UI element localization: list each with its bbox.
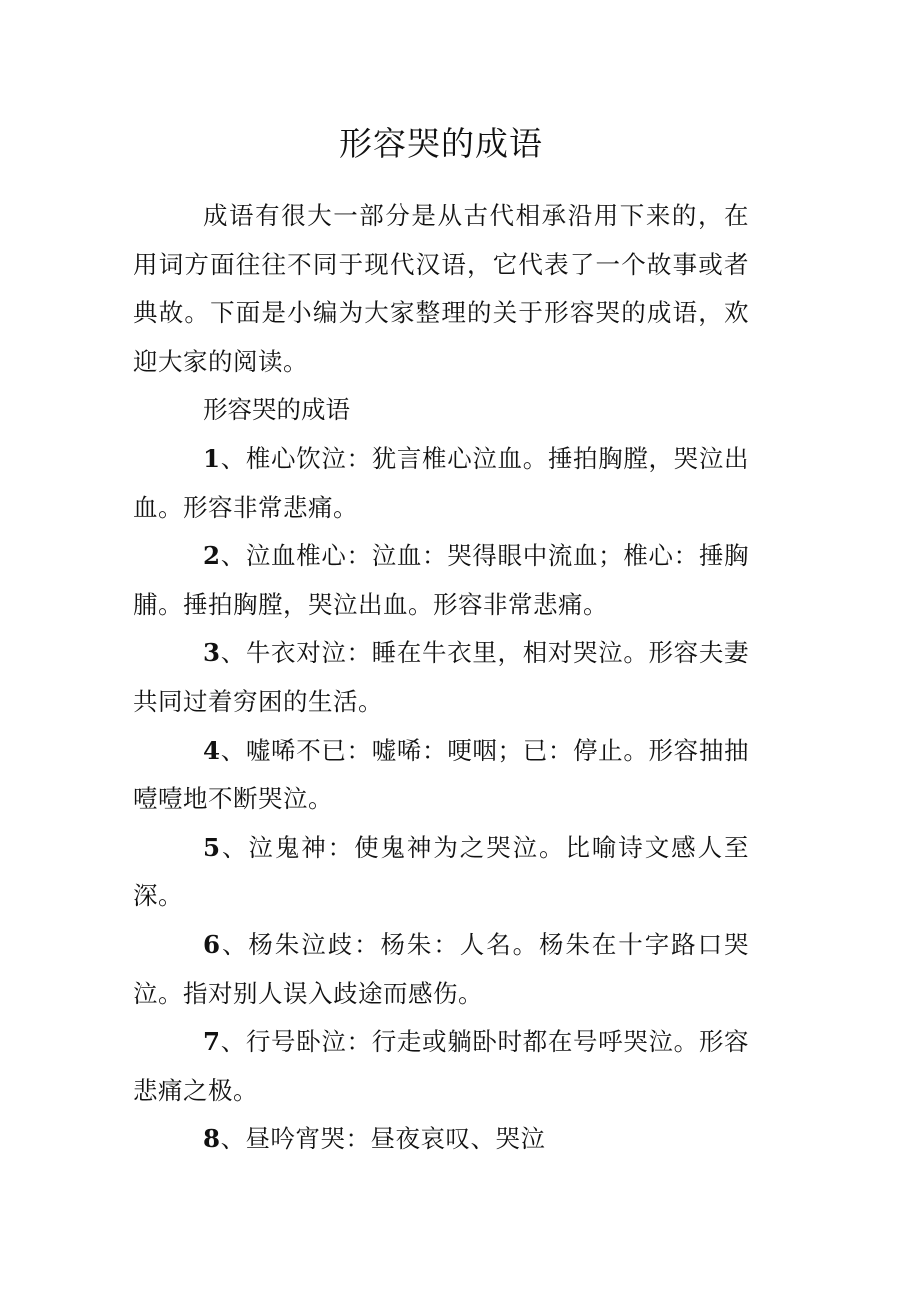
item-text: 、牛衣对泣：睡在牛衣里，相对哭泣。形容夫妻共同过着穷困的生活。 [133, 638, 749, 716]
document-page [133, 118, 749, 1164]
item-text: 、泣鬼神：使鬼神为之哭泣。比喻诗文感人至深。 [133, 832, 749, 911]
intro-paragraph: 成语有很大一部分是从古代相承沿用下来的，在用词方面往往不同于现代汉语，它代表了一个故事或者典故。下面是小编为大家整理的关于形容哭的成语，欢迎大家的阅读。 [133, 201, 749, 376]
section-subheading: 形容哭的成语 [203, 395, 350, 425]
item-text: 、杨朱泣歧：杨朱：人名。杨朱在十字路口哭泣。指对别人误入歧途而感伤。 [133, 929, 749, 1008]
item-text: 、昼吟宵哭：昼夜哀叹、哭泣 [220, 1124, 546, 1154]
item-number: 2 [203, 541, 221, 571]
item-number: 7 [203, 1027, 221, 1057]
item-number: 5 [203, 832, 221, 862]
item-number: 3 [203, 638, 221, 668]
idiom-item-3 [133, 629, 749, 726]
idiom-item-2 [133, 532, 749, 629]
idiom-item-6 [133, 921, 749, 1018]
item-text: 、椎心饮泣：犹言椎心泣血。捶拍胸膛，哭泣出血。形容非常悲痛。 [133, 443, 749, 522]
idiom-item-8 [133, 1115, 749, 1164]
idiom-item-4 [133, 727, 749, 824]
idiom-item-1 [133, 435, 749, 532]
item-number: 8 [203, 1124, 221, 1154]
item-text: 、泣血椎心：泣血：哭得眼中流血；椎心：捶胸脯。捶拍胸膛，哭泣出血。形容非常悲痛。 [133, 541, 749, 619]
item-number: 1 [203, 443, 221, 473]
item-number: 6 [203, 929, 221, 959]
item-text: 、嘘唏不已：嘘唏：哽咽；已：停止。形容抽抽噎噎地不断哭泣。 [133, 735, 749, 814]
idiom-item-7 [133, 1018, 749, 1115]
document-title: 形容哭的成语 [339, 124, 543, 163]
item-text: 、行号卧泣：行走或躺卧时都在号呼哭泣。形容悲痛之极。 [133, 1027, 749, 1105]
idiom-item-5 [133, 824, 749, 921]
item-number: 4 [203, 735, 221, 765]
